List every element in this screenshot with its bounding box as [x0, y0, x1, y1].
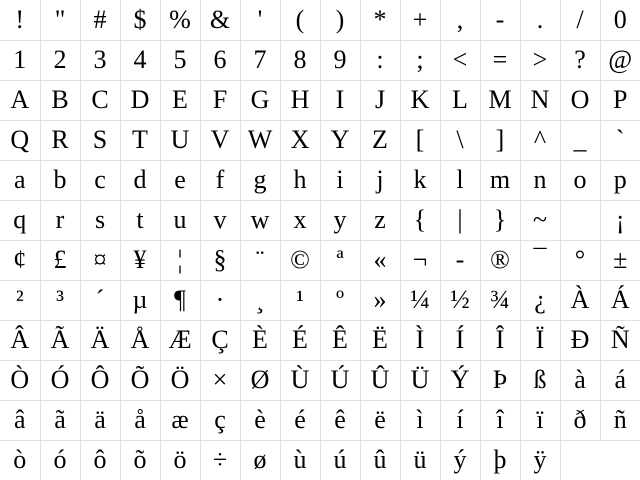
char-cell[interactable]: ó: [40, 440, 80, 480]
char-cell[interactable]: 8: [280, 40, 320, 80]
char-cell[interactable]: }: [480, 200, 520, 240]
char-cell[interactable]: à: [560, 360, 600, 400]
char-cell[interactable]: ô: [80, 440, 120, 480]
char-cell[interactable]: ¡: [600, 200, 640, 240]
char-cell[interactable]: *: [360, 0, 400, 40]
char-cell[interactable]: Z: [360, 120, 400, 160]
char-cell[interactable]: ³: [40, 280, 80, 320]
char-cell[interactable]: ç: [200, 400, 240, 440]
char-cell[interactable]: g: [240, 160, 280, 200]
char-cell[interactable]: £: [40, 240, 80, 280]
char-cell[interactable]: È: [240, 320, 280, 360]
char-cell[interactable]: ÿ: [520, 440, 560, 480]
char-cell[interactable]: P: [600, 80, 640, 120]
char-cell[interactable]: Â: [0, 320, 40, 360]
char-cell[interactable]: /: [560, 0, 600, 40]
char-cell[interactable]: ý: [440, 440, 480, 480]
char-cell[interactable]: {: [400, 200, 440, 240]
char-cell[interactable]: ä: [80, 400, 120, 440]
char-cell[interactable]: :: [360, 40, 400, 80]
char-cell[interactable]: 4: [120, 40, 160, 80]
char-cell[interactable]: b: [40, 160, 80, 200]
char-cell[interactable]: ò: [0, 440, 40, 480]
char-cell[interactable]: Æ: [160, 320, 200, 360]
char-cell[interactable]: ½: [440, 280, 480, 320]
char-cell[interactable]: æ: [160, 400, 200, 440]
char-cell[interactable]: 6: [200, 40, 240, 80]
char-cell[interactable]: S: [80, 120, 120, 160]
char-cell[interactable]: C: [80, 80, 120, 120]
char-cell[interactable]: ª: [320, 240, 360, 280]
char-cell[interactable]: Å: [120, 320, 160, 360]
char-cell[interactable]: »: [360, 280, 400, 320]
char-cell[interactable]: °: [560, 240, 600, 280]
char-row: [0, 240, 640, 280]
char-cell[interactable]: h: [280, 160, 320, 200]
char-cell[interactable]: è: [240, 400, 280, 440]
char-cell[interactable]: ù: [280, 440, 320, 480]
char-cell[interactable]: k: [400, 160, 440, 200]
char-cell[interactable]: _: [560, 120, 600, 160]
char-cell[interactable]: n: [520, 160, 560, 200]
char-cell[interactable]: v: [200, 200, 240, 240]
char-cell[interactable]: #: [80, 0, 120, 40]
char-cell[interactable]: Ü: [400, 360, 440, 400]
char-cell[interactable]: M: [480, 80, 520, 120]
char-cell[interactable]: ¨: [240, 240, 280, 280]
char-cell[interactable]: Ö: [160, 360, 200, 400]
char-cell[interactable]: -: [480, 0, 520, 40]
char-cell[interactable]: y: [320, 200, 360, 240]
char-cell[interactable]: 9: [320, 40, 360, 80]
char-cell[interactable]: ®: [480, 240, 520, 280]
char-cell[interactable]: ¹: [280, 280, 320, 320]
char-cell[interactable]: H: [280, 80, 320, 120]
char-row: [0, 440, 640, 480]
char-cell[interactable]: z: [360, 200, 400, 240]
char-cell[interactable]: ": [40, 0, 80, 40]
char-cell[interactable]: <: [440, 40, 480, 80]
char-cell[interactable]: Î: [480, 320, 520, 360]
char-cell[interactable]: -: [440, 240, 480, 280]
char-cell[interactable]: d: [120, 160, 160, 200]
char-cell[interactable]: µ: [120, 280, 160, 320]
char-cell[interactable]: Ø: [240, 360, 280, 400]
char-cell[interactable]: D: [120, 80, 160, 120]
char-cell[interactable]: Ó: [40, 360, 80, 400]
char-cell[interactable]: ü: [400, 440, 440, 480]
char-cell[interactable]: s: [80, 200, 120, 240]
char-cell[interactable]: x: [280, 200, 320, 240]
char-cell[interactable]: ì: [400, 400, 440, 440]
char-cell[interactable]: ¯: [520, 240, 560, 280]
char-cell[interactable]: Ù: [280, 360, 320, 400]
char-cell[interactable]: >: [520, 40, 560, 80]
char-cell[interactable]: T: [120, 120, 160, 160]
char-cell[interactable]: 0: [600, 0, 640, 40]
char-cell[interactable]: Ë: [360, 320, 400, 360]
char-cell[interactable]: t: [120, 200, 160, 240]
char-cell[interactable]: f: [200, 160, 240, 200]
char-row: [0, 160, 640, 200]
char-cell[interactable]: ~: [520, 200, 560, 240]
char-cell[interactable]: ?: [560, 40, 600, 80]
char-cell[interactable]: ¦: [160, 240, 200, 280]
char-cell[interactable]: ×: [200, 360, 240, 400]
char-cell[interactable]: ¶: [160, 280, 200, 320]
char-cell[interactable]: ¿: [520, 280, 560, 320]
char-cell[interactable]: ê: [320, 400, 360, 440]
char-row: [0, 400, 640, 440]
char-cell[interactable]: Ý: [440, 360, 480, 400]
char-row: [0, 280, 640, 320]
char-cell[interactable]: G: [240, 80, 280, 120]
char-row: [0, 360, 640, 400]
char-cell[interactable]: ': [240, 0, 280, 40]
char-cell[interactable]: Ê: [320, 320, 360, 360]
char-cell[interactable]: Ï: [520, 320, 560, 360]
char-cell[interactable]: 7: [240, 40, 280, 80]
char-cell[interactable]: F: [200, 80, 240, 120]
char-cell[interactable]: a: [0, 160, 40, 200]
char-cell[interactable]: K: [400, 80, 440, 120]
char-cell[interactable]: ñ: [600, 400, 640, 440]
char-cell[interactable]: «: [360, 240, 400, 280]
char-cell[interactable]: L: [440, 80, 480, 120]
char-cell[interactable]: Ã: [40, 320, 80, 360]
char-cell[interactable]: º: [320, 280, 360, 320]
char-cell[interactable]: &: [200, 0, 240, 40]
char-cell[interactable]: B: [40, 80, 80, 120]
char-cell[interactable]: e: [160, 160, 200, 200]
char-cell[interactable]: E: [160, 80, 200, 120]
char-cell[interactable]: =: [480, 40, 520, 80]
char-cell[interactable]: Õ: [120, 360, 160, 400]
char-row: [0, 0, 640, 40]
char-cell[interactable]: ø: [240, 440, 280, 480]
char-cell[interactable]: ): [320, 0, 360, 40]
char-cell[interactable]: O: [560, 80, 600, 120]
char-cell[interactable]: r: [40, 200, 80, 240]
char-cell[interactable]: p: [600, 160, 640, 200]
char-cell[interactable]: Ä: [80, 320, 120, 360]
char-cell[interactable]: (: [280, 0, 320, 40]
char-cell[interactable]: @: [600, 40, 640, 80]
char-cell[interactable]: Í: [440, 320, 480, 360]
char-cell[interactable]: %: [160, 0, 200, 40]
char-cell[interactable]: Þ: [480, 360, 520, 400]
char-cell[interactable]: û: [360, 440, 400, 480]
char-cell[interactable]: ·: [200, 280, 240, 320]
char-cell[interactable]: c: [80, 160, 120, 200]
char-cell[interactable]: j: [360, 160, 400, 200]
char-cell[interactable]: Ñ: [600, 320, 640, 360]
char-cell[interactable]: î: [480, 400, 520, 440]
char-row: [0, 200, 640, 240]
char-cell[interactable]: â: [0, 400, 40, 440]
char-cell[interactable]: þ: [480, 440, 520, 480]
char-cell[interactable]: +: [400, 0, 440, 40]
char-cell[interactable]: õ: [120, 440, 160, 480]
char-cell[interactable]: |: [440, 200, 480, 240]
char-cell[interactable]: ¬: [400, 240, 440, 280]
char-cell[interactable]: é: [280, 400, 320, 440]
char-cell[interactable]: É: [280, 320, 320, 360]
char-cell[interactable]: ¾: [480, 280, 520, 320]
char-cell[interactable]: À: [560, 280, 600, 320]
char-cell[interactable]: ë: [360, 400, 400, 440]
char-cell[interactable]: ^: [520, 120, 560, 160]
char-cell[interactable]: Ì: [400, 320, 440, 360]
char-cell[interactable]: í: [440, 400, 480, 440]
char-cell[interactable]: ;: [400, 40, 440, 80]
char-cell[interactable]: J: [360, 80, 400, 120]
char-cell[interactable]: ¥: [120, 240, 160, 280]
char-cell[interactable]: i: [320, 160, 360, 200]
char-cell[interactable]: ¢: [0, 240, 40, 280]
char-cell[interactable]: §: [200, 240, 240, 280]
char-cell[interactable]: Û: [360, 360, 400, 400]
char-cell[interactable]: Á: [600, 280, 640, 320]
char-cell[interactable]: ±: [600, 240, 640, 280]
char-cell[interactable]: ¼: [400, 280, 440, 320]
char-cell[interactable]: V: [200, 120, 240, 160]
char-cell[interactable]: o: [560, 160, 600, 200]
char-cell[interactable]: u: [160, 200, 200, 240]
char-cell[interactable]: ´: [80, 280, 120, 320]
char-cell[interactable]: Y: [320, 120, 360, 160]
char-cell[interactable]: Ç: [200, 320, 240, 360]
char-cell[interactable]: \: [440, 120, 480, 160]
char-cell[interactable]: ©: [280, 240, 320, 280]
char-cell[interactable]: 5: [160, 40, 200, 80]
char-row: [0, 80, 640, 120]
char-cell[interactable]: Ð: [560, 320, 600, 360]
char-cell[interactable]: ²: [0, 280, 40, 320]
char-cell[interactable]: [: [400, 120, 440, 160]
char-cell[interactable]: [560, 200, 600, 240]
char-row: [0, 320, 640, 360]
char-cell[interactable]: q: [0, 200, 40, 240]
char-cell[interactable]: ¸: [240, 280, 280, 320]
char-cell[interactable]: $: [120, 0, 160, 40]
char-cell[interactable]: N: [520, 80, 560, 120]
char-cell[interactable]: ]: [480, 120, 520, 160]
char-cell[interactable]: ¤: [80, 240, 120, 280]
char-cell[interactable]: w: [240, 200, 280, 240]
char-cell[interactable]: Q: [0, 120, 40, 160]
char-cell[interactable]: ß: [520, 360, 560, 400]
char-cell[interactable]: U: [160, 120, 200, 160]
char-cell[interactable]: ö: [160, 440, 200, 480]
char-cell[interactable]: á: [600, 360, 640, 400]
char-cell[interactable]: I: [320, 80, 360, 120]
char-cell[interactable]: A: [0, 80, 40, 120]
char-cell[interactable]: R: [40, 120, 80, 160]
char-cell[interactable]: W: [240, 120, 280, 160]
char-cell[interactable]: 2: [40, 40, 80, 80]
char-cell[interactable]: ã: [40, 400, 80, 440]
char-row: [0, 40, 640, 80]
char-cell[interactable]: 3: [80, 40, 120, 80]
char-cell[interactable]: m: [480, 160, 520, 200]
char-cell[interactable]: Ú: [320, 360, 360, 400]
char-cell[interactable]: ,: [440, 0, 480, 40]
char-cell[interactable]: ú: [320, 440, 360, 480]
char-cell[interactable]: !: [0, 0, 40, 40]
char-cell[interactable]: å: [120, 400, 160, 440]
char-cell[interactable]: `: [600, 120, 640, 160]
char-row: [0, 120, 640, 160]
char-cell[interactable]: 1: [0, 40, 40, 80]
char-cell[interactable]: ï: [520, 400, 560, 440]
char-cell[interactable]: Ò: [0, 360, 40, 400]
char-cell[interactable]: X: [280, 120, 320, 160]
char-cell[interactable]: l: [440, 160, 480, 200]
char-cell[interactable]: ð: [560, 400, 600, 440]
char-cell[interactable]: ÷: [200, 440, 240, 480]
char-cell[interactable]: .: [520, 0, 560, 40]
char-cell[interactable]: Ô: [80, 360, 120, 400]
